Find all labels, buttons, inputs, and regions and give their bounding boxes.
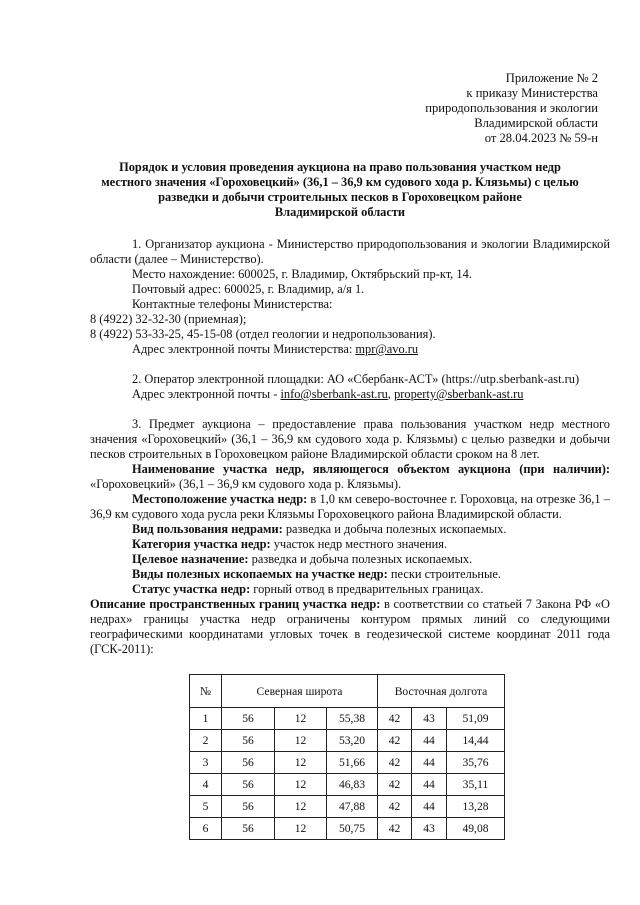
- subsoil-category-value: участок недр местного значения.: [270, 537, 448, 551]
- ministry-email-line: [90, 342, 610, 357]
- phones-label: Контактные телефоны Министерства:: [132, 297, 333, 311]
- section-1-heading: 1. Организатор аукциона - Министерство природопользования и экологии Владимирской области (далее – Министерство).: [90, 237, 610, 266]
- table-cell: 49,08: [447, 818, 505, 840]
- table-cell: 43: [412, 818, 447, 840]
- title-line: местного значения «Гороховецкий» (36,1 – 36,9 км судового хода р. Клязьмы) с целью: [101, 175, 579, 189]
- table-cell: 12: [275, 752, 327, 774]
- table-cell: 56: [222, 708, 275, 730]
- subsoil-status-value: горный отвод в предварительных границах.: [250, 582, 484, 596]
- operator-email-line: [90, 387, 610, 402]
- appendix-line: к приказу Министерства: [466, 86, 598, 100]
- table-cell: 56: [222, 796, 275, 818]
- table-cell: 14,44: [447, 730, 505, 752]
- table-cell: 44: [412, 774, 447, 796]
- table-cell: 42: [378, 730, 412, 752]
- subsoil-purpose-value: разведка и добыча полезных ископаемых.: [248, 552, 473, 566]
- title-line: разведки и добычи строительных песков в Гороховецком районе: [158, 190, 522, 204]
- organizer-postal: Почтовый адрес: 600025, г. Владимир, а/я 1.: [132, 282, 365, 296]
- table-row: [190, 796, 505, 818]
- table-cell: 53,20: [327, 730, 378, 752]
- subsoil-purpose: [90, 552, 610, 567]
- operator-email-link-info[interactable]: info@sberbank-ast.ru: [280, 387, 388, 401]
- table-row: [190, 774, 505, 796]
- table-cell: 12: [275, 730, 327, 752]
- subsoil-purpose-label: Целевое назначение:: [132, 552, 249, 566]
- table-cell: 6: [190, 818, 222, 840]
- table-cell: 44: [412, 730, 447, 752]
- subsoil-status-label: Статус участка недр:: [132, 582, 251, 596]
- document-title: [100, 160, 580, 220]
- subsoil-status: [90, 582, 610, 597]
- subsoil-location-label: Местоположение участка недр:: [132, 492, 308, 506]
- table-cell: 43: [412, 708, 447, 730]
- table-cell: 12: [275, 796, 327, 818]
- table-cell: 51,09: [447, 708, 505, 730]
- table-cell: 56: [222, 774, 275, 796]
- table-cell: 12: [275, 818, 327, 840]
- subsoil-minerals-value: пески строительные.: [387, 567, 501, 581]
- organizer-location: Место нахождение: 600025, г. Владимир, Октябрьский пр-кт, 14.: [132, 267, 472, 281]
- title-line: Порядок и условия проведения аукциона на право пользования участком недр: [119, 160, 561, 174]
- header-latitude: Северная широта: [222, 675, 378, 708]
- subsoil-minerals-label: Виды полезных ископаемых на участке недр:: [132, 567, 388, 581]
- table-cell: 44: [412, 752, 447, 774]
- table-cell: 50,75: [327, 818, 378, 840]
- table-cell: 42: [378, 796, 412, 818]
- header-longitude: Восточная долгота: [378, 675, 505, 708]
- table-cell: 46,83: [327, 774, 378, 796]
- ministry-email-label: Адрес электронной почты Министерства:: [132, 342, 356, 356]
- table-header-row: [190, 675, 505, 708]
- operator-email-link-property[interactable]: property@sberbank-ast.ru: [394, 387, 524, 401]
- phone-reception: 8 (4922) 32-32-30 (приемная);: [90, 312, 247, 326]
- appendix-line: природопользования и экологии: [425, 101, 598, 115]
- table-cell: 12: [275, 708, 327, 730]
- phone-geology: 8 (4922) 53-33-25, 45-15-08 (отдел геологии и недропользования).: [90, 327, 436, 341]
- table-cell: 47,88: [327, 796, 378, 818]
- table-row: [190, 708, 505, 730]
- subsoil-use: [90, 522, 610, 537]
- table-cell: 3: [190, 752, 222, 774]
- subsoil-name-label: Наименование участка недр, являющегося объектом аукциона (при наличии):: [132, 462, 610, 476]
- appendix-line: Приложение № 2: [505, 71, 598, 85]
- subsoil-category: [90, 537, 610, 552]
- subsoil-location-value: в 1,0 км северо-восточнее г. Гороховца, на отрезке 36,1 – 36,9 км судового хода русла реки Клязьмы Гороховецкого района Владимирской области.: [90, 492, 610, 521]
- table-cell: 42: [378, 708, 412, 730]
- table-cell: 44: [412, 796, 447, 818]
- header-number: №: [190, 675, 222, 708]
- table-cell: 2: [190, 730, 222, 752]
- subsoil-name-value: «Гороховецкий» (36,1 – 36,9 км судового хода р. Клязьмы).: [90, 477, 402, 491]
- table-cell: 56: [222, 818, 275, 840]
- ministry-email-link[interactable]: mpr@avo.ru: [355, 342, 419, 356]
- table-cell: 42: [378, 752, 412, 774]
- subsoil-use-label: Вид пользования недрами:: [132, 522, 283, 536]
- operator-email-label: Адрес электронной почты -: [132, 387, 281, 401]
- table-cell: 13,28: [447, 796, 505, 818]
- table-cell: 56: [222, 752, 275, 774]
- table-row: [190, 818, 505, 840]
- coordinates-table: [189, 674, 505, 840]
- title-line: Владимирской области: [274, 205, 406, 219]
- subsoil-bounds-value: в соответствии со статьей 7 Закона РФ «О недрах» границы участка недр ограничены контуром прямых линий со следующими географическими координатами угловых точек в геодезической системе координат 2011 года (ГСК-2011):: [90, 597, 610, 656]
- subsoil-use-value: разведка и добыча полезных ископаемых.: [282, 522, 507, 536]
- subsoil-location: [90, 492, 610, 522]
- table-cell: 1: [190, 708, 222, 730]
- subsoil-name: [90, 462, 610, 492]
- table-row: [190, 730, 505, 752]
- table-cell: 12: [275, 774, 327, 796]
- appendix-line: Владимирской области: [474, 116, 598, 130]
- subsoil-category-label: Категория участка недр:: [132, 537, 271, 551]
- table-cell: 42: [378, 818, 412, 840]
- table-cell: 55,38: [327, 708, 378, 730]
- table-cell: 56: [222, 730, 275, 752]
- table-cell: 51,66: [327, 752, 378, 774]
- table-cell: 5: [190, 796, 222, 818]
- appendix-line: от 28.04.2023 № 59-н: [484, 131, 598, 145]
- table-cell: 35,11: [447, 774, 505, 796]
- section-2-heading: 2. Оператор электронной площадки: АО «Сбербанк-АСТ» (https://utp.sberbank-ast.ru): [132, 372, 580, 386]
- subsoil-minerals: [90, 567, 610, 582]
- table-row: [190, 752, 505, 774]
- appendix-block: [425, 71, 598, 146]
- table-body: [190, 708, 505, 840]
- subsoil-bounds-label: Описание пространственных границ участка недр:: [90, 597, 381, 611]
- table-cell: 35,76: [447, 752, 505, 774]
- table-cell: 42: [378, 774, 412, 796]
- subsoil-bounds: [90, 597, 610, 657]
- email-separator: ,: [387, 387, 395, 401]
- table-cell: 4: [190, 774, 222, 796]
- document-body: [90, 237, 610, 657]
- section-3-text: 3. Предмет аукциона – предоставление права пользования участком недр местного значения «Гороховецкий» (36,1 – 36,9 км судового хода р. Клязьмы) с целью разведки и добычи песков строительных в Гороховецком районе Владимирской области сроком на 8 лет.: [90, 417, 610, 461]
